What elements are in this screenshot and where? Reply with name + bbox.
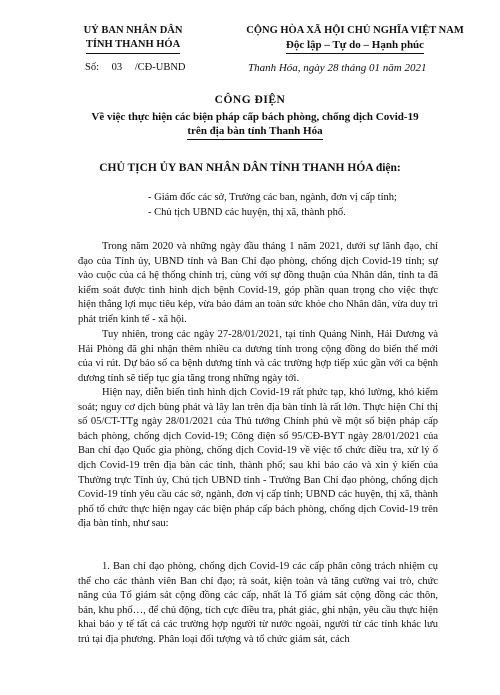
recipient-list <box>148 191 397 220</box>
agency-line-1: UỶ BAN NHÂN DÂN <box>83 25 183 36</box>
document-title: CÔNG ĐIỆN <box>214 94 286 106</box>
doc-number: 03 <box>111 62 123 73</box>
body-section <box>78 386 438 538</box>
doc-number-label: Số: <box>85 62 100 73</box>
body-paragraph: 1. Ban chỉ đạo phòng, chống dịch Covid-19 các cấp phân công trách nhiệm cụ thể cho các thành viên Ban chỉ đạo; rà soát, kiện toàn và tăng cường vai trò, chức năng của Tổ giám sát cộng đồng các cấp, nhất là Tổ giám sát cộng đồng các thôn, bản, khu phố…, để chủ động, tích cực điều tra, phát giác, ghi nhận, yêu cầu thực hiện khai báo y tế tất cả các trường hợp người từ nước ngoài, người từ các tỉnh khác lưu trú tại địa phương. Phân loại đối tượng và tổ chức giám sát, cách <box>78 561 438 645</box>
body-paragraph: Hiện nay, diễn biến tình hình dịch Covid-19 rất phức tạp, khó lường, khó kiểm soát; nguy cơ dịch bùng phát và lây lan trên địa bàn tỉnh là rất lớn. Thực hiện Chỉ thị số 05/CT-TTg ngày 28/01/2021 của Thủ tướng Chính phủ về một số biện pháp cấp bách phòng, chống dịch Covid-19; Công điện số 95/CĐ-BYT ngày 28/01/2021 của Ban chỉ đạo Quốc gia phòng, chống dịch Covid-19 về việc tổ chức điều tra, xử lý ổ dịch Covid-19 trên địa bàn các tỉnh, thành phố; sau khi báo cáo và xin ý kiến của Thường trực Tỉnh ủy, Chủ tịch UBND tỉnh - Trưởng Ban Chỉ đạo phòng, chống dịch Covid-19 tỉnh yêu cầu các sở, ngành, đơn vị cấp tỉnh; UBND các huyện, thị xã, thành phố tổ chức thực hiện ngay các biện pháp cấp bách phòng, chống dịch Covid-19 trên địa bàn tỉnh, như sau: <box>78 387 438 530</box>
nation-name: CỘNG HÒA XÃ HỘI CHỦ NGHĨA VIỆT NAM <box>246 25 464 36</box>
date-line: Thanh Hóa, ngày 28 tháng 01 năm 2021 <box>248 62 427 74</box>
body-section <box>78 560 438 654</box>
subject-line-1: Về việc thực hiện các biện pháp cấp bách phòng, chống dịch Covid-19 <box>91 111 419 123</box>
subject-line-2: trên địa bàn tỉnh Thanh Hóa <box>187 124 322 140</box>
motto: Độc lập – Tự do – Hạnh phúc <box>286 38 424 54</box>
addressee-heading: CHỦ TỊCH ỦY BAN NHÂN DÂN TỈNH THANH HÓA điện: <box>99 162 401 174</box>
body-section <box>78 328 438 392</box>
recipient-item: - Chủ tịch UBND các huyện, thị xã, thành phố. <box>148 206 346 218</box>
recipient-item: - Giám đốc các sở, Trưởng các ban, ngành, đơn vị cấp tỉnh; <box>148 192 397 203</box>
body-section <box>78 240 438 334</box>
body-paragraph: Trong năm 2020 và những ngày đầu tháng 1 năm 2021, dưới sự lãnh đạo, chỉ đạo của Tỉnh ủy, UBND tỉnh và Ban Chỉ đạo phòng, chống dịch Covid-19 tỉnh; sự vào cuộc của cả hệ thống chính trị, cùng với sự đồng thuận của Nhân dân, tỉnh ta đã kiểm soát được tình hình dịch bệnh Covid-19, góp phần quan trọng cho việc thực hiện thắng lợi mục tiêu kép, vừa bảo đảm an toàn sức khỏe cho Nhân dân, vừa duy trì phát triển kinh tế - xã hội. <box>78 241 438 325</box>
agency-line-2: TỈNH THANH HÓA <box>86 38 180 54</box>
document-subject <box>80 110 430 140</box>
issuing-agency <box>58 24 208 54</box>
doc-code: /CĐ-UBND <box>134 62 186 73</box>
national-header <box>220 24 490 54</box>
document-number <box>85 62 186 73</box>
body-paragraph: Tuy nhiên, trong các ngày 27-28/01/2021, tại tỉnh Quảng Ninh, Hải Dương và Hải Phòng đã ghi nhận thêm nhiều ca dương tính trong cộng đồng do biến thể mới của vi rút. Dự báo số ca bệnh dương tính và các trường hợp tiếp xúc gần với ca bệnh dương tính sẽ tiếp tục gia tăng trong những ngày tới. <box>78 329 438 384</box>
